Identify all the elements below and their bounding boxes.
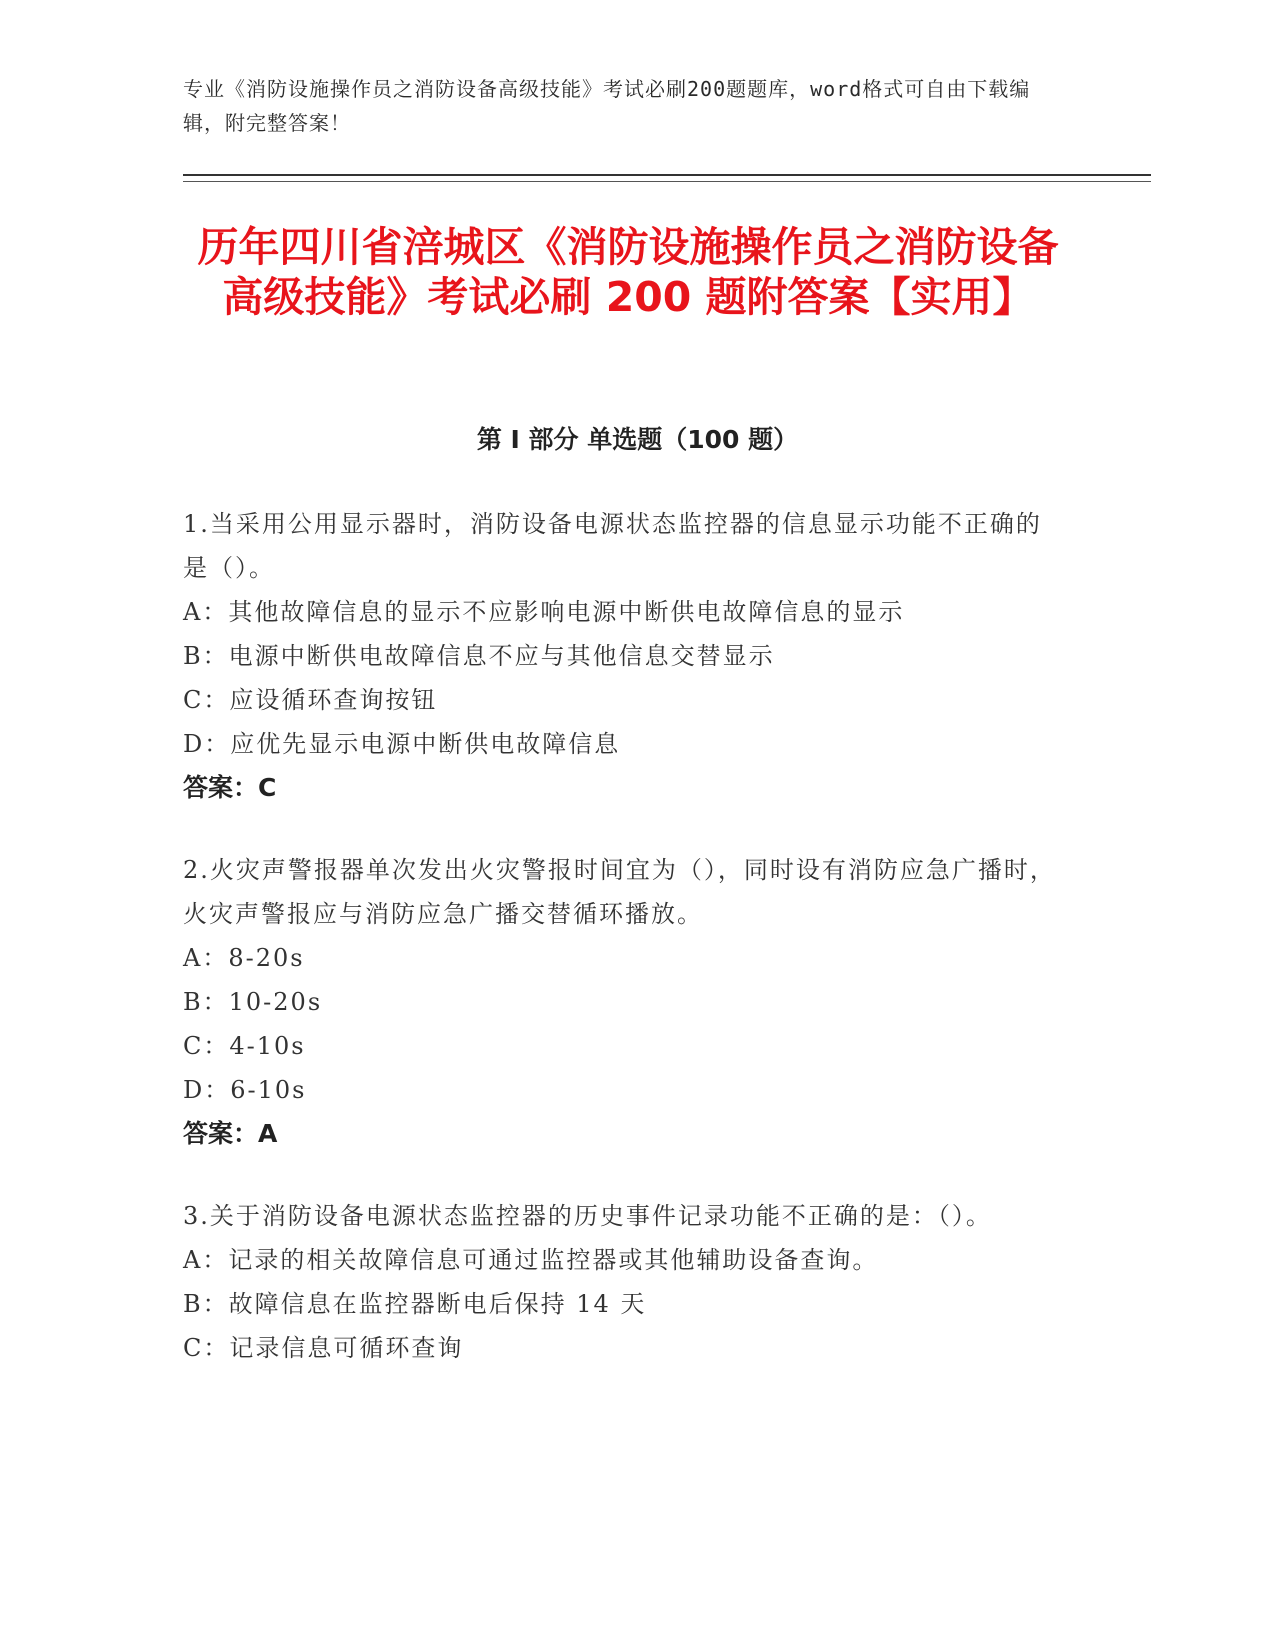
question-item xyxy=(183,848,1063,1156)
option-b: B：故障信息在监控器断电后保持 14 天 xyxy=(183,1290,647,1318)
header-note: 专业《消防设施操作员之消防设备高级技能》考试必刷200题题库，word格式可自由下载编辑，附完整答案！ xyxy=(183,77,1031,135)
document-title: 历年四川省涪城区《消防设施操作员之消防设备高级技能》考试必刷 200 题附答案【实用】 xyxy=(197,223,1059,321)
option-d: D：应优先显示电源中断供电故障信息 xyxy=(183,730,621,758)
option-d: D：6-10s xyxy=(183,1076,307,1104)
option-b: B：电源中断供电故障信息不应与其他信息交替显示 xyxy=(183,642,775,670)
header-divider-thick xyxy=(183,174,1151,176)
option-c: C：应设循环查询按钮 xyxy=(183,686,438,714)
question-text: 3.关于消防设备电源状态监控器的历史事件记录功能不正确的是：（）。 xyxy=(183,1202,992,1230)
section-title: 第 I 部分 单选题（100 题） xyxy=(476,425,799,454)
question-item xyxy=(183,502,1063,810)
option-a: A：8-20s xyxy=(183,944,305,972)
question-text: 2.火灾声警报器单次发出火灾警报时间宜为（），同时设有消防应急广播时，火灾声警报应与消防应急广播交替循环播放。 xyxy=(183,856,1056,928)
option-c: C：记录信息可循环查询 xyxy=(183,1334,464,1362)
answer-text: 答案：A xyxy=(183,1119,278,1148)
question-item xyxy=(183,1194,1063,1370)
option-b: B：10-20s xyxy=(183,988,323,1016)
question-text: 1.当采用公用显示器时，消防设备电源状态监控器的信息显示功能不正确的是（）。 xyxy=(183,510,1042,582)
option-a: A：其他故障信息的显示不应影响电源中断供电故障信息的显示 xyxy=(183,598,905,626)
header-divider-thin xyxy=(183,181,1151,182)
answer-text: 答案：C xyxy=(183,773,277,802)
question-list xyxy=(183,502,1063,1408)
option-a: A：记录的相关故障信息可通过监控器或其他辅助设备查询。 xyxy=(183,1246,879,1274)
option-c: C：4-10s xyxy=(183,1032,306,1060)
